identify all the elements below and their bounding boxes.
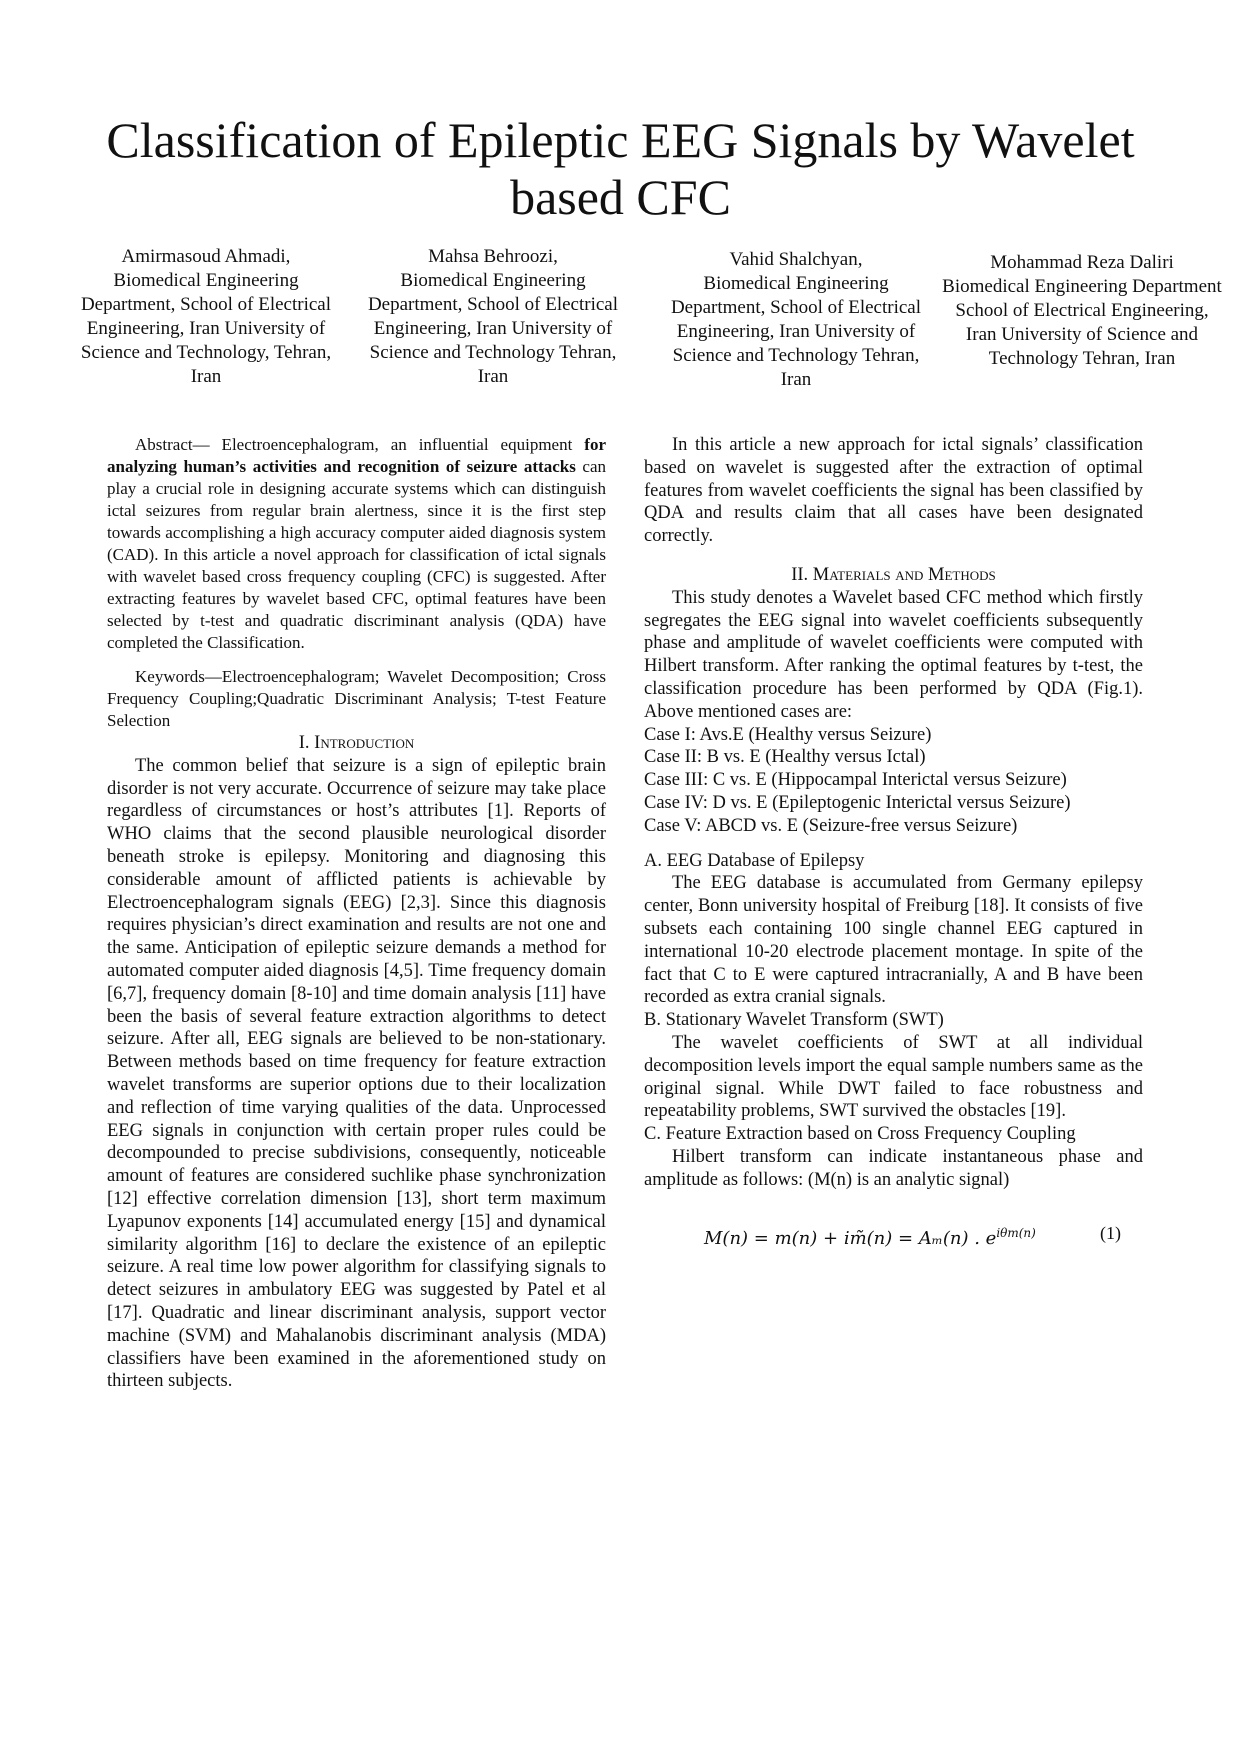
methods-text: This study denotes a Wavelet based CFC method which firstly segregates the EEG signal into wavelet coefficients subsequently phase and amplitude of wavelet coefficients were computed with Hilbert transform. After ranking the optimal features by t-test, the classification procedure has been performed by QDA (Fig.1). Above mentioned cases are:: [644, 587, 1143, 722]
author-name: Amirmasoud Ahmadi,: [121, 246, 291, 267]
case-item: Case III: C vs. E (Hippocampal Interictal versus Seizure): [644, 770, 1067, 791]
author-name: Vahid Shalchyan,: [729, 249, 863, 270]
author-block: [66, 245, 346, 389]
abstract: [107, 434, 606, 654]
abstract-bold: for analyzing human’s activities and recognition of seizure attacks: [107, 435, 606, 476]
subsection-c-text: Hilbert transform can indicate instantaneous phase and amplitude as follows: (M(n) is an analytic signal): [644, 1146, 1143, 1190]
author-affiliation: Biomedical Engineering Department School of Electrical Engineering, Iran University of Science and Technology Tehran, Iran: [942, 276, 1222, 369]
right-column: [644, 434, 1143, 1250]
keywords: Keywords—Electroencephalogram; Wavelet Decomposition; Cross Frequency Coupling;Quadratic Discriminant Analysis; T-test Feature Selection: [107, 667, 606, 730]
subsection-b-text: The wavelet coefficients of SWT at all individual decomposition levels import the equal sample numbers same as the original signal. While DWT failed to face robustness and repeatability problems, SWT survived the obstacles [19].: [644, 1032, 1143, 1122]
author-block: [656, 248, 936, 392]
section-heading-introduction: I. Introduction: [298, 733, 415, 753]
paper-title: Classification of Epileptic EEG Signals by Wavelet based CFC: [106, 112, 1135, 225]
abstract-lead: Abstract— Electroencephalogram, an influential equipment: [135, 435, 585, 454]
section-heading-methods: II. Materials and Methods: [791, 564, 996, 585]
author-name: Mohammad Reza Daliri: [990, 252, 1174, 273]
equation-1: [704, 1222, 1143, 1251]
equation-exponent: iθm(n): [996, 1225, 1036, 1240]
author-affiliation: Biomedical Engineering Department, School of Electrical Engineering, Iran University of Science and Technology Tehran, Iran: [367, 270, 619, 387]
introduction-text: The common belief that seizure is a sign of epileptic brain disorder is not very accurate. Occurrence of seizure may take place regardless of circumstances or host’s attributes [1]. Reports of WHO claims that the second plausible neurological disorder beneath stroke is epilepsy. Monitoring and diagnosing this considerable amount of afflicted patients is achievable by Electroencephalogram signals (EEG) [2,3]. Since this diagnosis requires physician’s direct examination and results are not one and the same. Anticipation of epileptic seizure demands a method for automated computer aided diagnosis [4,5]. Time frequency domain [6,7], frequency domain [8-10] and time domain analysis [11] have been the basis of several feature extraction algorithms to detect seizure. After all, EEG signals are believed to be non-stationary. Between methods based on time frequency for feature extraction wavelet transforms are superior options due to their localization and reflection of time varying qualities of the data. Unprocessed EEG signals in conjunction with certain proper rules could be decompounded to precise subdivisions, consequently, noticeable amount of features are considered suchlike phase synchronization [12] effective correlation dimension [13], short term maximum Lyapunov exponents [14] accumulated energy [15] and dynamical similarity algorithm [16] to declare the existence of an epileptic seizure. A real time low power algorithm for classifying signals to detect seizures in ambulatory EEG was suggested by Patel et al [17]. Quadratic and linear discriminant analysis, support vector machine (SVM) and Mahalanobis discriminant analysis (MDA) classifiers have been examined in the aforementioned study on thirteen subjects.: [107, 755, 606, 1392]
author-affiliation: Biomedical Engineering Department, School of Electrical Engineering, Iran University of Science and Technology, Tehran, Iran: [80, 270, 332, 387]
case-item: Case IV: D vs. E (Epileptogenic Interictal versus Seizure): [644, 792, 1071, 813]
subsection-a-text: The EEG database is accumulated from Germany epilepsy center, Bonn university hospital of Freiburg [18]. It consists of five subsets each containing 100 single channel EEG captured in international 10-20 electrode placement montage. In spite of the fact that C to E were captured intracranially, A and B have been recorded as extra cranial signals.: [644, 873, 1143, 1008]
author-name: Mahsa Behroozi,: [428, 246, 558, 267]
subsection-heading-a: A. EEG Database of Epilepsy: [644, 850, 865, 871]
introduction-continued: In this article a new approach for ictal signals’ classification based on wavelet is suggested after the extraction of optimal features from wavelet coefficients the signal has been classified by QDA and results claim that all cases have been designated correctly.: [644, 435, 1143, 547]
author-block: [942, 251, 1222, 371]
equation-body: M(n) = m(n) + im̃(n) = Aₘ(n) . $e^{i\theta m(n)}$: [704, 1225, 1036, 1249]
case-item: Case I: Avs.E (Healthy versus Seizure): [644, 724, 932, 745]
case-item: Case V: ABCD vs. E (Seizure-free versus Seizure): [644, 815, 1018, 836]
author-block: [353, 245, 633, 389]
case-item: Case II: B vs. E (Healthy versus Ictal): [644, 747, 926, 768]
abstract-rest: can play a crucial role in designing accurate systems which can distinguish ictal seizures from regular brain alertness, since it is the first step towards accomplishing a high accuracy computer aided diagnosis system (CAD). In this article a novel approach for classification of ictal signals with wavelet based cross frequency coupling (CFC) is suggested. After extracting features by wavelet based CFC, optimal features have been selected by t-test and quadratic discriminant analysis (QDA) have completed the Classification.: [107, 457, 606, 652]
author-affiliation: Biomedical Engineering Department, School of Electrical Engineering, Iran University of Science and Technology Tehran, Iran: [670, 273, 922, 390]
subsection-heading-c: C. Feature Extraction based on Cross Frequency Coupling: [644, 1124, 1076, 1145]
equation-number: (1): [1100, 1222, 1121, 1243]
subsection-heading-b: B. Stationary Wavelet Transform (SWT): [644, 1010, 944, 1031]
left-column: [107, 434, 606, 1393]
